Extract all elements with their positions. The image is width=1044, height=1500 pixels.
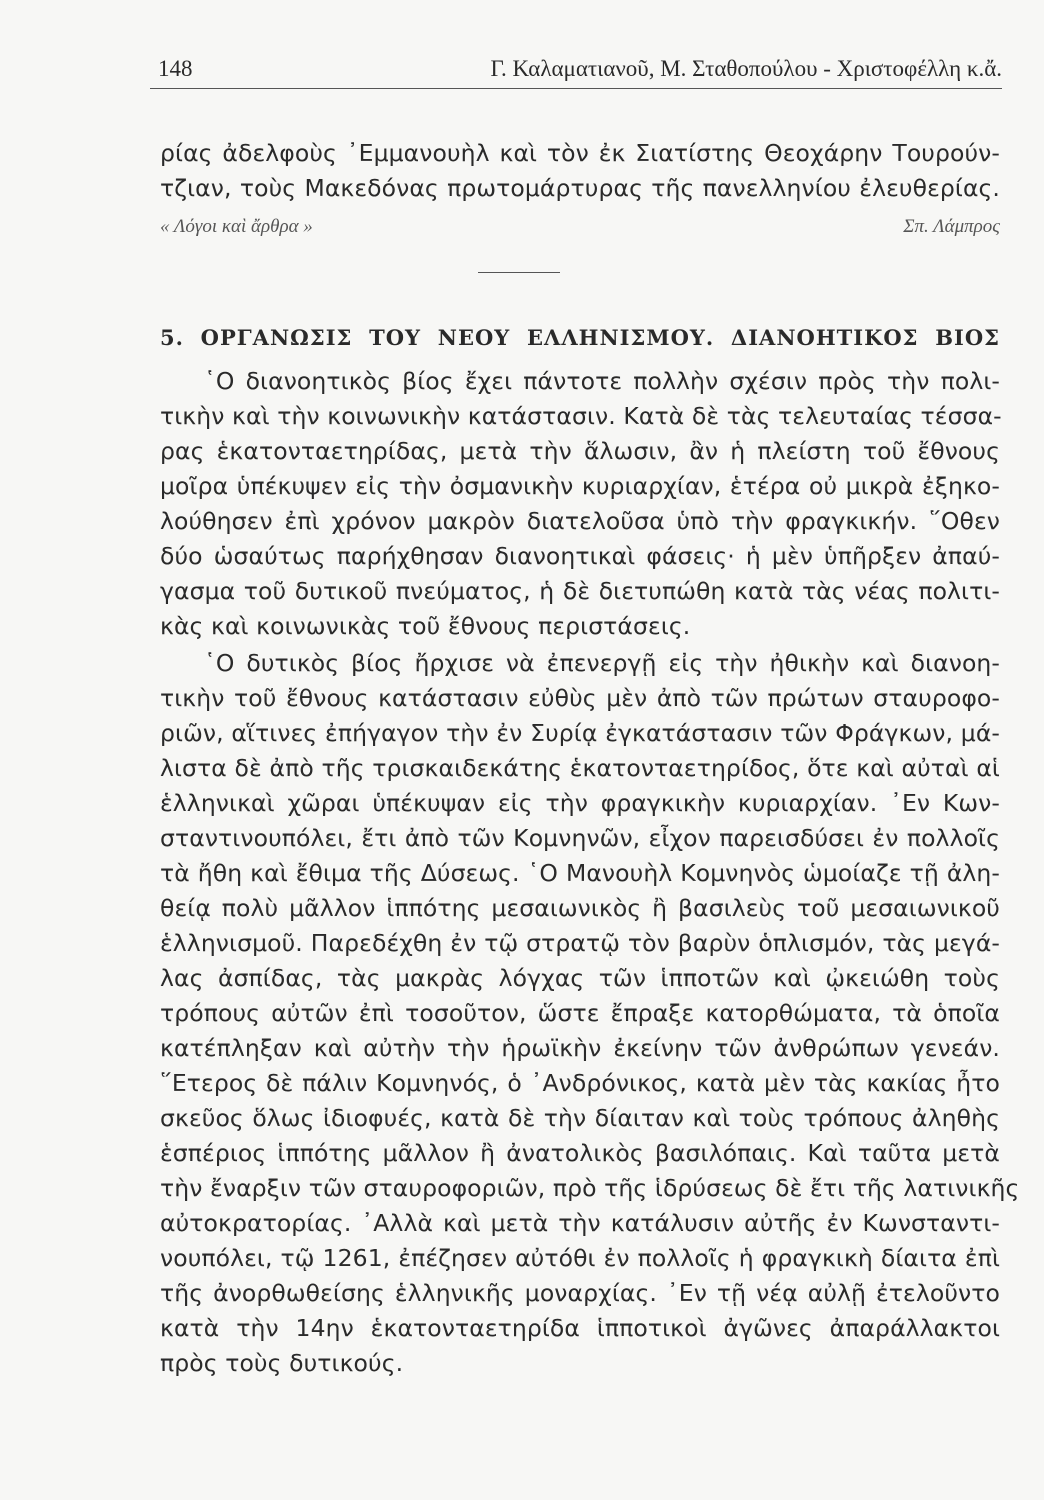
- citation-author: Σπ. Λάμπρος: [903, 216, 1000, 237]
- paragraph-line: ῾Ο δυτικὸς βίος ἤρχισε νὰ ἐπενεργῇ εἰς τὴν ἠθικὴν καὶ διανοη-: [204, 649, 1000, 677]
- paragraph-line: νουπόλει, τῷ 1261, ἐπέζησεν αὐτόθι ἐν πολλοῖς ἡ φραγκικὴ δίαιτα ἐπὶ: [160, 1244, 1000, 1272]
- intro-line: τζιαν, τοὺς Μακεδόνας πρωτομάρτυρας τῆς πανελληνίου ἐλευθερίας.: [160, 174, 1000, 202]
- paragraph-line: τρόπους αὐτῶν ἐπὶ τοσοῦτον, ὥστε ἔπραξε κατορθώματα, τὰ ὁποῖα: [160, 999, 1000, 1027]
- section-divider: [478, 272, 560, 273]
- paragraph-line: πρὸς τοὺς δυτικούς.: [160, 1349, 404, 1377]
- paragraph-line: ριῶν, αἵτινες ἐπήγαγον τὴν ἐν Συρίᾳ ἐγκατάστασιν τῶν Φράγκων, μά-: [160, 719, 1000, 747]
- paragraph-line: τῆς ἀνορθωθείσης ἑλληνικῆς μοναρχίας. ᾿Εν τῇ νέᾳ αὐλῇ ἐτελοῦντο: [160, 1279, 1000, 1307]
- paragraph-line: μοῖρα ὑπέκυψεν εἰς τὴν ὀσμανικὴν κυριαρχίαν, ἑτέρα οὐ μικρὰ ἐξηκο-: [160, 472, 1000, 500]
- paragraph-line: ἑλληνικαὶ χῶραι ὑπέκυψαν εἰς τὴν φραγκικὴν κυριαρχίαν. ᾿Εν Κων-: [160, 789, 1000, 817]
- section-heading: 5. ΟΡΓΑΝΩΣΙΣ ΤΟΥ ΝΕΟΥ ΕΛΛΗΝΙΣΜΟΥ. ΔΙΑΝΟΗΤΙΚΟΣ ΒΙΟΣ: [160, 325, 1000, 350]
- paragraph-line: ἑλληνισμοῦ. Παρεδέχθη ἐν τῷ στρατῷ τὸν βαρὺν ὁπλισμόν, τὰς μεγά-: [160, 929, 1000, 957]
- paragraph-line: λούθησεν ἐπὶ χρόνον μακρὸν διατελοῦσα ὑπὸ τὴν φραγκικήν. ῞Οθεν: [160, 507, 1000, 535]
- paragraph-line: γασμα τοῦ δυτικοῦ πνεύματος, ἡ δὲ διετυπώθη κατὰ τὰς νέας πολιτι-: [160, 577, 1000, 605]
- paragraph-line: θείᾳ πολὺ μᾶλλον ἱππότης μεσαιωνικὸς ἢ βασιλεὺς τοῦ μεσαιωνικοῦ: [160, 894, 1000, 922]
- paragraph-line: σταντινουπόλει, ἔτι ἀπὸ τῶν Κομνηνῶν, εἶχον παρεισδύσει ἐν πολλοῖς: [160, 824, 1000, 852]
- paragraph-line: λιστα δὲ ἀπὸ τῆς τρισκαιδεκάτης ἑκατονταετηρίδος, ὅτε καὶ αὐταὶ αἱ: [160, 754, 1000, 782]
- paragraph-line: λας ἀσπίδας, τὰς μακρὰς λόγχας τῶν ἱπποτῶν καὶ ᾠκειώθη τοὺς: [160, 964, 1000, 992]
- paragraph-line: ῾Ο διανοητικὸς βίος ἔχει πάντοτε πολλὴν σχέσιν πρὸς τὴν πολι-: [204, 367, 1000, 395]
- paragraph-line: αὐτοκρατορίας. ᾿Αλλὰ καὶ μετὰ τὴν κατάλυσιν αὐτῆς ἐν Κωνσταντι-: [160, 1209, 1000, 1237]
- paragraph-line: τὰ ἤθη καὶ ἔθιμα τῆς Δύσεως. ῾Ο Μανουὴλ Κομνηνὸς ὡμοίαζε τῇ ἀλη-: [160, 859, 1000, 887]
- header-rule: [150, 88, 1002, 89]
- paragraph-line: σκεῦος ὅλως ἰδιοφυές, κατὰ δὲ τὴν δίαιταν καὶ τοὺς τρόπους ἀληθὴς: [160, 1104, 1000, 1132]
- running-title: Γ. Καλαματιανοῦ, Μ. Σταθοπούλου - Χριστοφέλλη κ.ἄ.: [490, 56, 1002, 81]
- citation: « Λόγοι καὶ ἄρθρα »: [160, 216, 313, 237]
- paragraph-line: ῞Ετερος δὲ πάλιν Κομνηνός, ὁ ᾿Ανδρόνικος, κατὰ μὲν τὰς κακίας ἦτο: [160, 1069, 1000, 1097]
- paragraph-line: κὰς καὶ κοινωνικὰς τοῦ ἔθνους περιστάσεις.: [160, 612, 691, 640]
- paragraph-line: δύο ὡσαύτως παρήχθησαν διανοητικαὶ φάσεις· ἡ μὲν ὑπῆρξεν ἀπαύ-: [160, 542, 1000, 570]
- paragraph-line: ρας ἑκατονταετηρίδας, μετὰ τὴν ἅλωσιν, ἂν ἡ πλείστη τοῦ ἔθνους: [160, 437, 1000, 465]
- page-number: 148: [158, 56, 193, 81]
- paragraph-line: ἑσπέριος ἱππότης μᾶλλον ἢ ἀνατολικὸς βασιλόπαις. Καὶ ταῦτα μετὰ: [160, 1139, 1000, 1167]
- paragraph-line: κατέπληξαν καὶ αὐτὴν τὴν ἡρωϊκὴν ἐκείνην τῶν ἀνθρώπων γενεάν.: [160, 1034, 1000, 1062]
- paragraph-line: τικὴν τοῦ ἔθνους κατάστασιν εὐθὺς μὲν ἀπὸ τῶν πρώτων σταυροφο-: [160, 684, 1000, 712]
- paragraph-line: κατὰ τὴν 14ην ἑκατονταετηρίδα ἱπποτικοὶ ἀγῶνες ἀπαράλλακτοι: [160, 1314, 1000, 1342]
- paragraph-line: τὴν ἔναρξιν τῶν σταυροφοριῶν, πρὸ τῆς ἱδρύσεως δὲ ἔτι τῆς λατινικῆς: [160, 1174, 1020, 1202]
- paragraph-line: τικὴν καὶ τὴν κοινωνικὴν κατάστασιν. Κατὰ δὲ τὰς τελευταίας τέσσα-: [160, 402, 1002, 430]
- intro-line: ρίας ἀδελφοὺς ᾿Εμμανουὴλ καὶ τὸν ἐκ Σιατίστης Θεοχάρην Τουρούν-: [160, 139, 1000, 167]
